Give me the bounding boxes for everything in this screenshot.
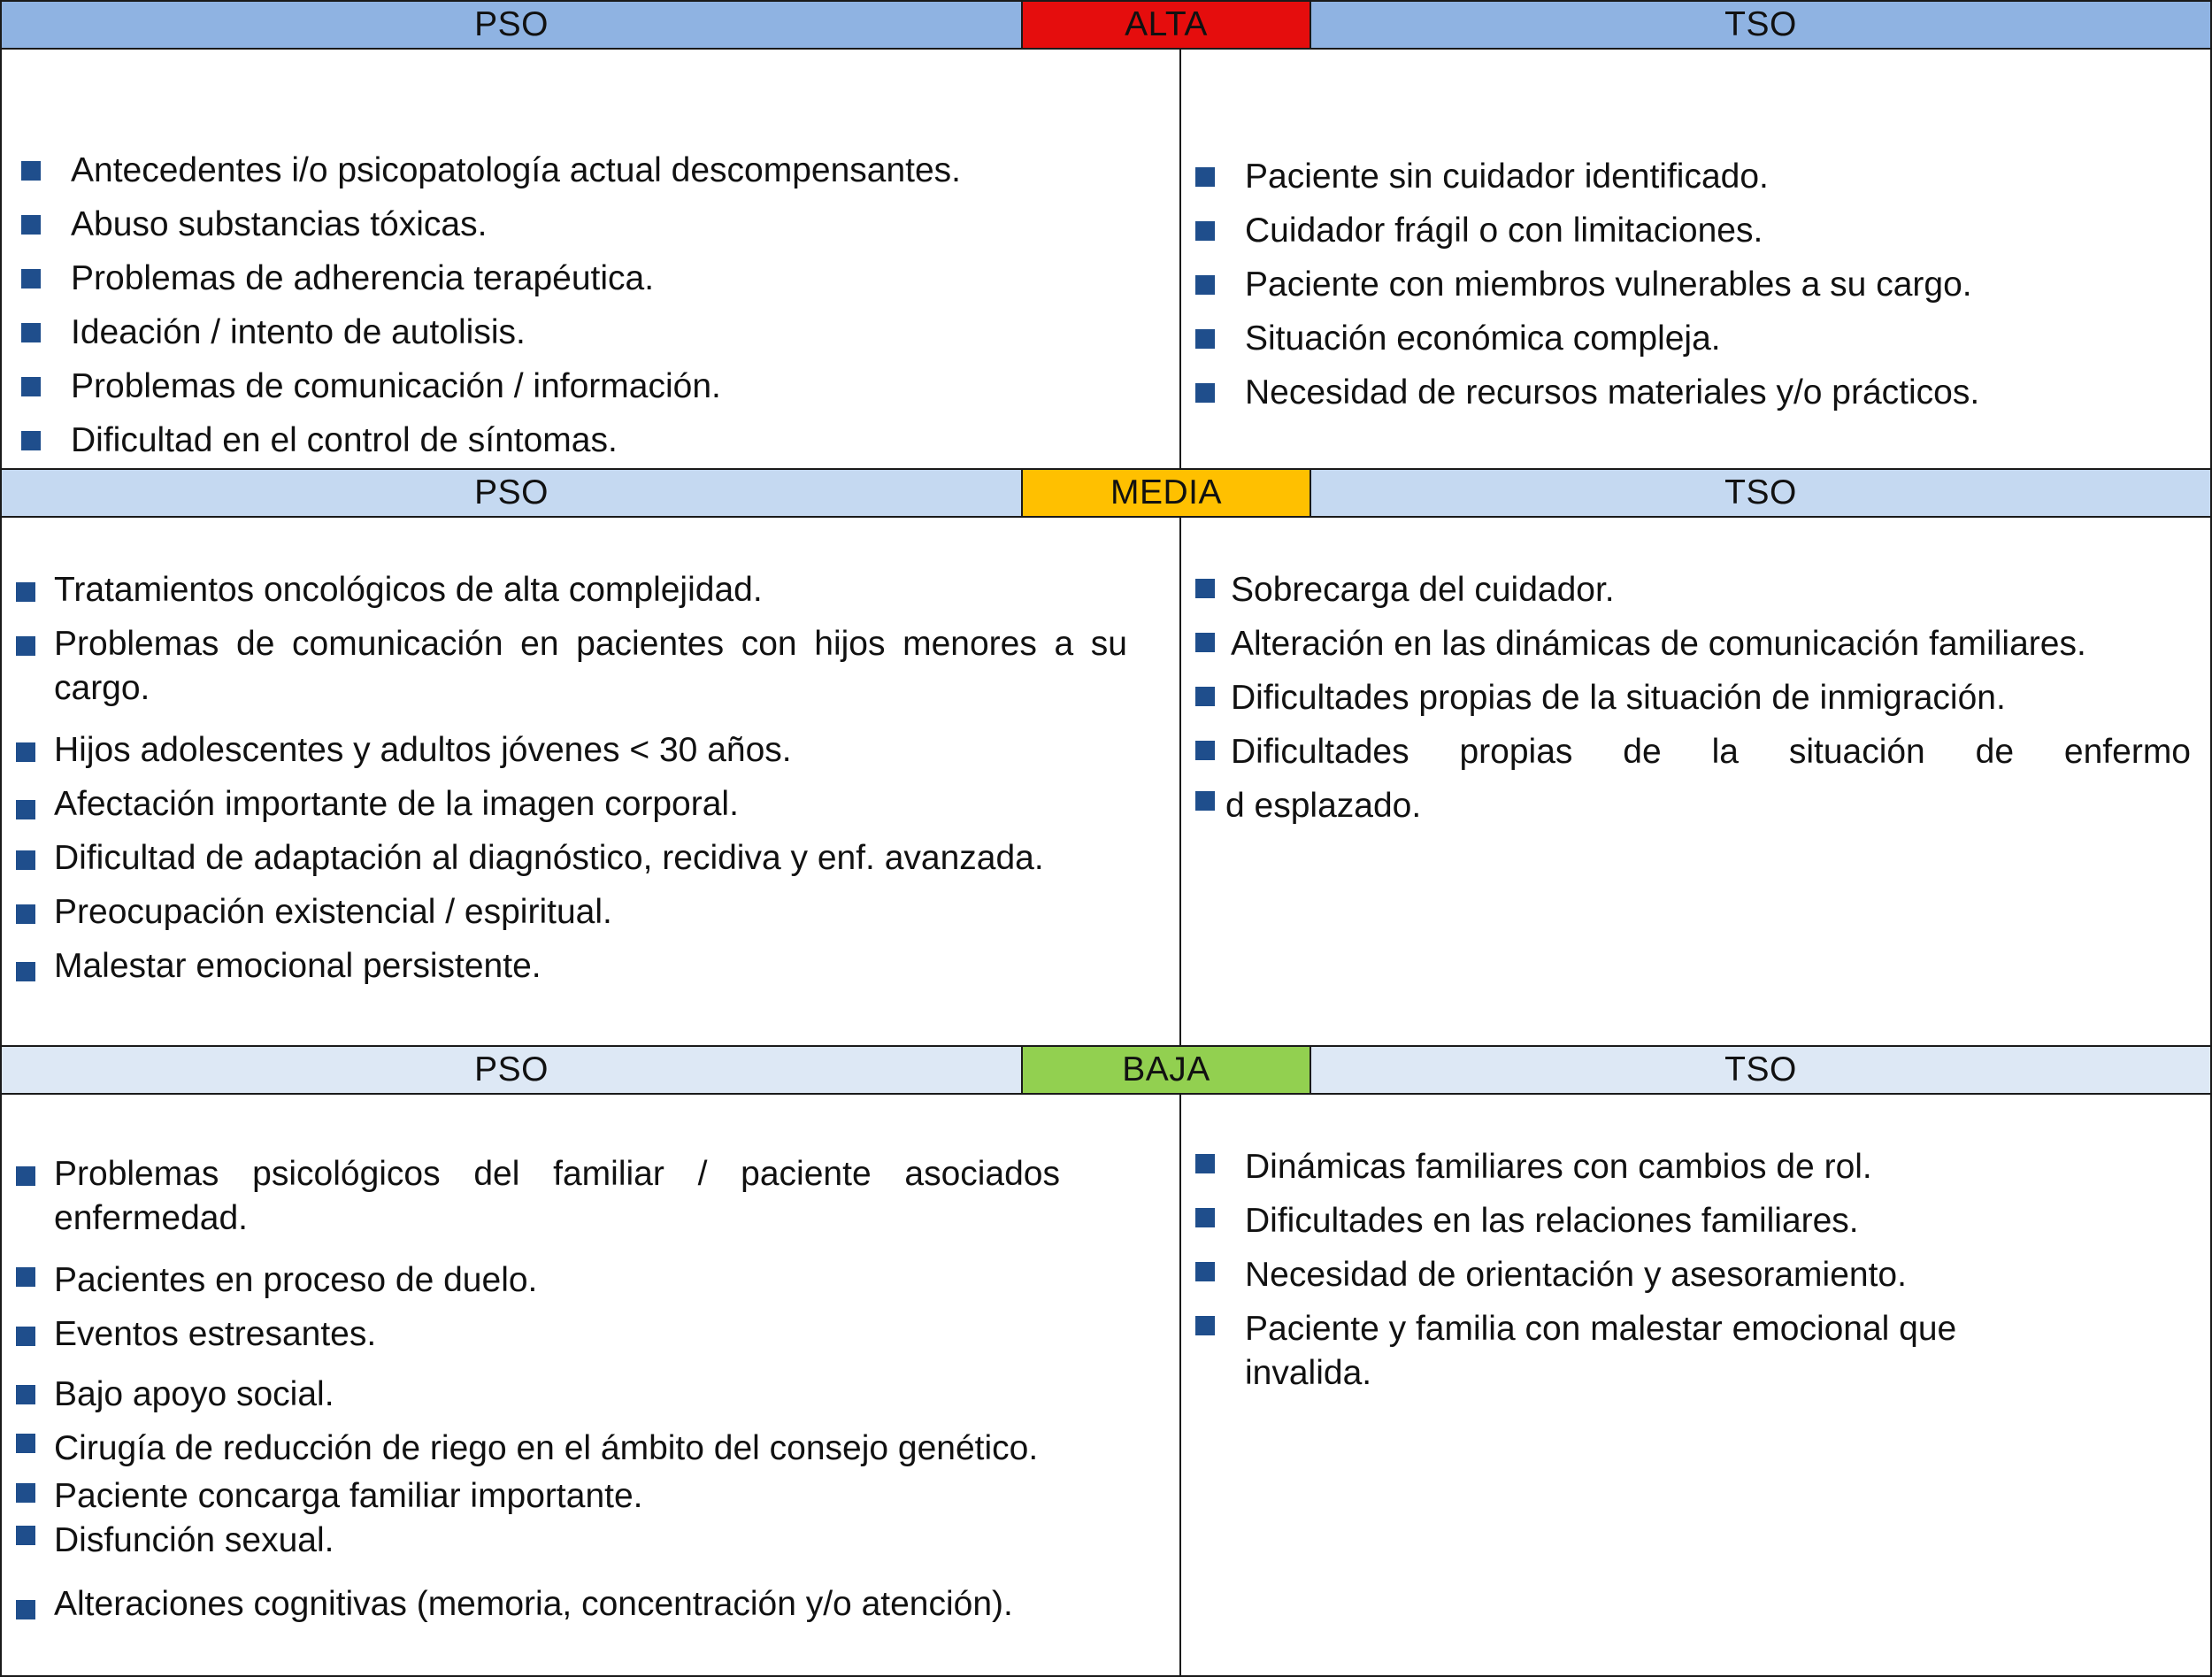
level-badge-baja: BAJA <box>1021 1045 1311 1095</box>
list-item: Dificultades propias de la situación de inmigración. <box>1195 676 2191 720</box>
tso-panel-alta <box>1179 50 2212 470</box>
pso-header-baja: PSO <box>0 1045 1023 1095</box>
square-bullet-icon <box>16 1600 35 1619</box>
square-bullet-icon <box>16 1385 35 1404</box>
list-item: Alteraciones cognitivas (memoria, concentración y/o atención). <box>16 1582 1060 1627</box>
square-bullet-icon <box>16 742 35 762</box>
pso-header-media: PSO <box>0 468 1023 518</box>
tso-panel-media <box>1179 518 2212 1047</box>
square-bullet-icon <box>16 962 35 981</box>
square-bullet-icon <box>1195 275 1215 295</box>
level-badge-media: MEDIA <box>1021 468 1311 518</box>
list-item: Necesidad de recursos materiales y/o prácticos. <box>1195 371 2177 415</box>
list-item: Hijos adolescentes y adultos jóvenes < 30 años. <box>16 728 1127 773</box>
square-bullet-icon <box>16 1526 35 1545</box>
square-bullet-icon <box>16 904 35 924</box>
square-bullet-icon <box>16 850 35 870</box>
tso-panel-baja <box>1179 1095 2212 1677</box>
list-item: Dificultad de adaptación al diagnóstico, recidiva y enf. avanzada. <box>16 836 1127 881</box>
pso-list-baja <box>16 1152 1060 1627</box>
square-bullet-icon <box>21 431 41 450</box>
square-bullet-icon <box>16 1327 35 1346</box>
pso-list-media <box>16 568 1127 989</box>
list-item: Paciente y familia con malestar emocional que invalida. <box>1195 1307 2080 1396</box>
pso-panel-media <box>0 518 1181 1047</box>
list-item: Cuidador frágil o con limitaciones. <box>1195 209 2177 253</box>
list-item: Disfunción sexual. <box>16 1519 1060 1563</box>
square-bullet-icon <box>21 377 41 396</box>
list-item: Bajo apoyo social. <box>16 1373 1060 1417</box>
square-bullet-icon <box>1195 741 1215 760</box>
list-item: Abuso substancias tóxicas. <box>21 203 1118 247</box>
list-item: Problemas de comunicación en pacientes con hijos menores a su cargo. <box>16 622 1127 711</box>
pso-panel-baja <box>0 1095 1181 1677</box>
tso-list-media <box>1195 568 2191 828</box>
square-bullet-icon <box>1195 167 1215 187</box>
list-item: Problemas de adherencia terapéutica. <box>21 257 1118 301</box>
square-bullet-icon <box>16 582 35 602</box>
list-item: Dinámicas familiares con cambios de rol. <box>1195 1145 2080 1189</box>
square-bullet-icon <box>1195 791 1215 811</box>
list-item: Preocupación existencial / espiritual. <box>16 890 1127 935</box>
square-bullet-icon <box>21 215 41 235</box>
list-item: Tratamientos oncológicos de alta complejidad. <box>16 568 1127 612</box>
square-bullet-icon <box>1195 1154 1215 1173</box>
square-bullet-icon <box>16 636 35 656</box>
square-bullet-icon <box>16 1166 35 1186</box>
list-item: Cirugía de reducción de riego en el ámbito del consejo genético. <box>16 1427 1060 1471</box>
list-item: Ideación / intento de autolisis. <box>21 311 1118 355</box>
list-item: Afectación importante de la imagen corporal. <box>16 782 1127 827</box>
list-item: Paciente concarga familiar importante. <box>16 1474 1060 1519</box>
square-bullet-icon <box>1195 329 1215 349</box>
tso-list-baja <box>1195 1145 2080 1396</box>
list-item: Problemas de comunicación / información. <box>21 365 1118 409</box>
list-item: d esplazado. <box>1195 784 2191 828</box>
list-item: Paciente sin cuidador identificado. <box>1195 155 2177 199</box>
list-item: Pacientes en proceso de duelo. <box>16 1258 1060 1303</box>
square-bullet-icon <box>16 1483 35 1503</box>
square-bullet-icon <box>1195 633 1215 652</box>
square-bullet-icon <box>21 269 41 288</box>
square-bullet-icon <box>16 1267 35 1287</box>
pso-list-alta <box>21 149 1118 463</box>
level-badge-alta: ALTA <box>1021 0 1311 50</box>
tso-header-media: TSO <box>1310 468 2212 518</box>
header-row-media <box>0 468 2212 518</box>
square-bullet-icon <box>1195 579 1215 598</box>
list-item: Situación económica compleja. <box>1195 317 2177 361</box>
list-item: Dificultad en el control de síntomas. <box>21 419 1118 463</box>
list-item: Paciente con miembros vulnerables a su cargo. <box>1195 263 2177 307</box>
tso-header-baja: TSO <box>1310 1045 2212 1095</box>
square-bullet-icon <box>1195 1262 1215 1281</box>
square-bullet-icon <box>1195 687 1215 706</box>
pso-panel-alta <box>0 50 1181 470</box>
pso-header-alta: PSO <box>0 0 1023 50</box>
header-row-alta <box>0 0 2212 50</box>
list-item: Eventos estresantes. <box>16 1312 1060 1357</box>
list-item: Sobrecarga del cuidador. <box>1195 568 2191 612</box>
square-bullet-icon <box>1195 383 1215 403</box>
square-bullet-icon <box>16 800 35 819</box>
tso-list-alta <box>1195 155 2177 415</box>
square-bullet-icon <box>21 323 41 342</box>
list-item: Problemas psicológicos del familiar / paciente asociados enfermedad. <box>16 1152 1060 1241</box>
list-item: Antecedentes i/o psicopatología actual descompensantes. <box>21 149 1118 193</box>
square-bullet-icon <box>16 1434 35 1453</box>
list-item: Malestar emocional persistente. <box>16 944 1127 989</box>
square-bullet-icon <box>21 161 41 181</box>
list-item: Dificultades en las relaciones familiares. <box>1195 1199 2080 1243</box>
square-bullet-icon <box>1195 1208 1215 1227</box>
list-item: Dificultades propias de la situación de enfermo <box>1195 730 2191 774</box>
list-item: Necesidad de orientación y asesoramiento. <box>1195 1253 2080 1297</box>
square-bullet-icon <box>1195 221 1215 241</box>
tso-header-alta: TSO <box>1310 0 2212 50</box>
list-item: Alteración en las dinámicas de comunicación familiares. <box>1195 622 2191 666</box>
header-row-baja <box>0 1045 2212 1095</box>
square-bullet-icon <box>1195 1316 1215 1335</box>
